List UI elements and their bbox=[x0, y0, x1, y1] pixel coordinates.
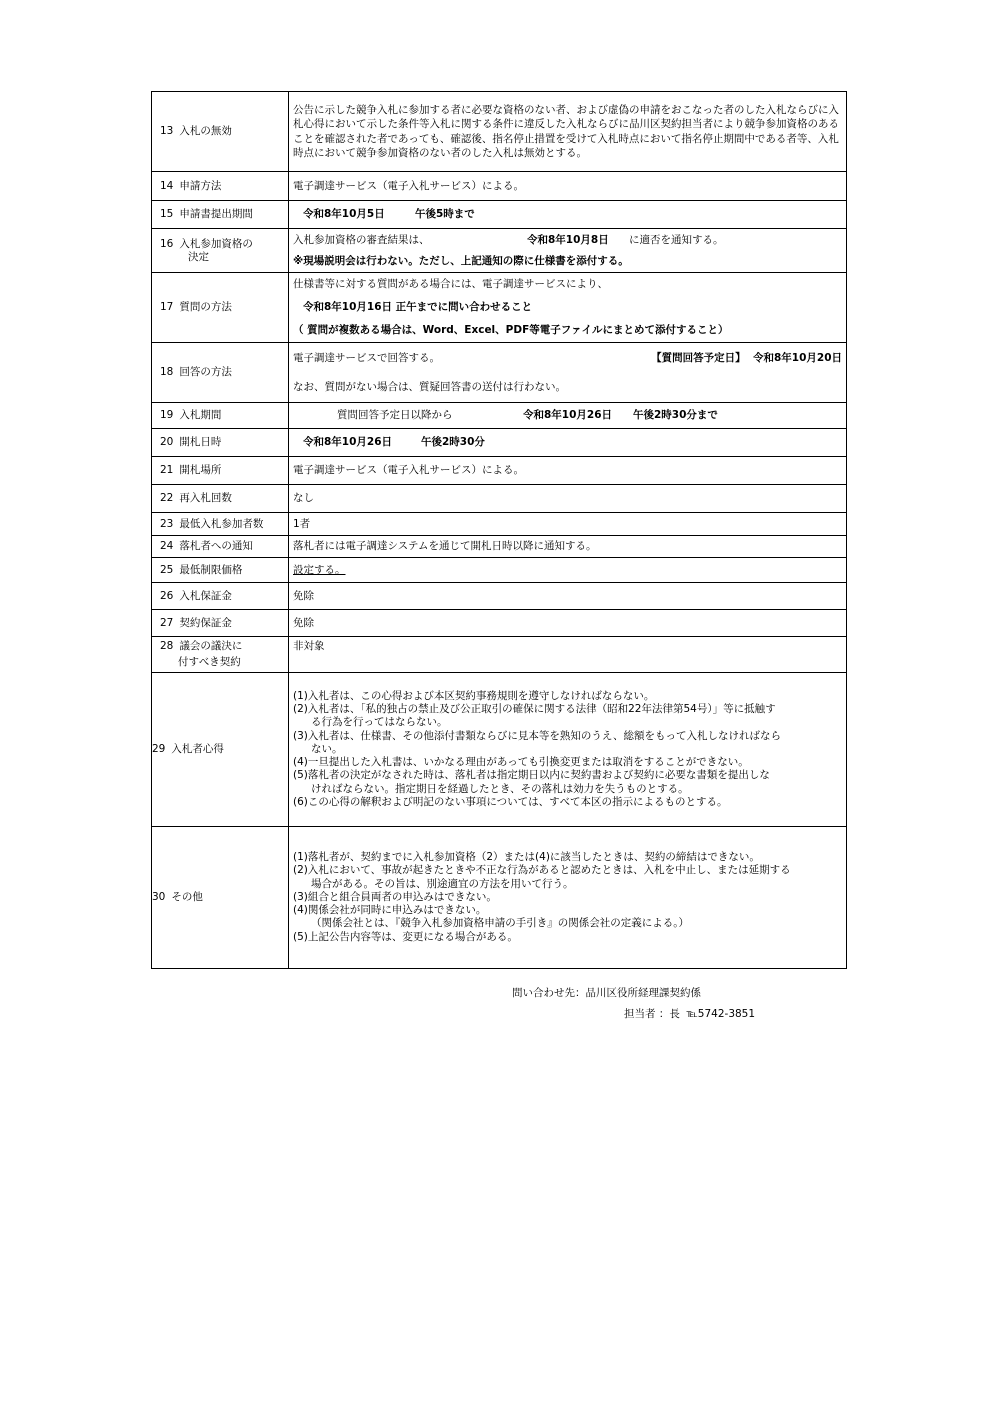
row-label bbox=[152, 673, 289, 827]
deadline-date: 令和8年10月5日 bbox=[303, 208, 385, 220]
list-item: （関係会社とは、『競争入札参加資格申請の手引き』の関係会社の定義による。） bbox=[311, 917, 689, 930]
row-value: 非対象 bbox=[289, 637, 847, 673]
row-value: なし bbox=[289, 485, 847, 513]
row-number: 26 bbox=[160, 589, 174, 602]
row-number: 24 bbox=[160, 540, 174, 552]
row-19 bbox=[152, 403, 847, 429]
bid-end-date: 令和8年10月26日 bbox=[523, 409, 613, 421]
person-name: 担当者 ：長 bbox=[624, 1008, 680, 1020]
text: に適否を通知する。 bbox=[629, 233, 724, 246]
list-item: (5)上記公告内容等は、変更になる場合がある。 bbox=[293, 930, 518, 943]
label-text: 入札の無効 bbox=[179, 125, 232, 137]
label-text: その他 bbox=[171, 891, 203, 903]
row-15 bbox=[152, 201, 847, 229]
row-label bbox=[152, 429, 289, 457]
contact-info: 問い合わせ先：品川区役所経理課契約係 bbox=[512, 987, 701, 999]
deadline-time: 午後5時まで bbox=[415, 208, 475, 220]
row-label bbox=[152, 273, 289, 343]
row-number: 23 bbox=[160, 517, 174, 530]
row-value bbox=[289, 229, 847, 273]
row-label bbox=[152, 485, 289, 513]
row-label bbox=[152, 229, 289, 273]
row-value: 免除 bbox=[289, 583, 847, 610]
text: 仕様書等に対する質問がある場合には、電子調達サービスにより、 bbox=[293, 278, 608, 290]
question-deadline: 令和8年10月16日 正午までに問い合わせること bbox=[303, 301, 533, 313]
row-number: 30 bbox=[152, 891, 166, 903]
row-label bbox=[152, 513, 289, 536]
row-24 bbox=[152, 536, 847, 558]
row-18 bbox=[152, 343, 847, 403]
label-text: 議会の議決に bbox=[179, 640, 243, 652]
row-label bbox=[152, 457, 289, 485]
list-item: ければならない。指定期日を経過したとき、その落札は効力を失うものとする。 bbox=[311, 782, 689, 795]
row-number: 16 bbox=[160, 237, 174, 250]
row-number: 25 bbox=[160, 563, 174, 576]
text: 質問回答予定日以降から bbox=[337, 409, 453, 421]
label-text: 最低入札参加者数 bbox=[179, 517, 264, 530]
row-17 bbox=[152, 273, 847, 343]
row-29 bbox=[152, 673, 847, 827]
decision-date: 令和8年10月8日 bbox=[527, 233, 609, 246]
row-21 bbox=[152, 457, 847, 485]
row-label bbox=[152, 536, 289, 558]
row-label bbox=[152, 403, 289, 429]
person-in-charge bbox=[624, 1006, 755, 1021]
label-text: 申請書提出期間 bbox=[179, 208, 253, 220]
row-number: 27 bbox=[160, 616, 174, 629]
row-number: 13 bbox=[160, 125, 174, 137]
label-text: 最低制限価格 bbox=[179, 563, 243, 576]
row-value: 電子調達サービス（電子入札サービス）による。 bbox=[289, 457, 847, 485]
list-item: ない。 bbox=[311, 742, 343, 755]
label-text-2: 決定 bbox=[188, 250, 209, 263]
row-label bbox=[152, 558, 289, 583]
row-23 bbox=[152, 513, 847, 536]
row-25 bbox=[152, 558, 847, 583]
min-price-text: 設定する。 bbox=[293, 563, 346, 576]
bid-conditions-table bbox=[151, 91, 847, 969]
schedule-label: 【質問回答予定日】 bbox=[651, 351, 746, 364]
list-item: (1)落札者が、契約までに入札参加資格（2）または(4)に該当したときは、契約の締結はできない。 bbox=[293, 851, 760, 864]
row-value: 免除 bbox=[289, 610, 847, 637]
list-item: (3)入札者は、仕様書、その他添付書類ならびに見本等を熟知のうえ、総額をもって入札しなければなら bbox=[293, 729, 782, 742]
text: 入札参加資格の審査結果は、 bbox=[293, 233, 430, 246]
row-20 bbox=[152, 429, 847, 457]
row-number: 21 bbox=[160, 464, 174, 476]
phone-number: ℡5742-3851 bbox=[686, 1008, 756, 1020]
row-value: 1者 bbox=[289, 513, 847, 536]
row-label bbox=[152, 583, 289, 610]
row-label bbox=[152, 827, 289, 969]
list-item: (2)入札者は、「私的独占の禁止及び公正取引の確保に関する法律（昭和22年法律第54号）」等に抵触す bbox=[293, 703, 776, 716]
row-22 bbox=[152, 485, 847, 513]
row-value bbox=[289, 827, 847, 969]
label-text: 開札日時 bbox=[179, 436, 222, 448]
row-number: 17 bbox=[160, 301, 174, 313]
list-item: (4)一旦提出した入札書は、いかなる理由があっても引換変更または取消をすることができない。 bbox=[293, 756, 749, 769]
list-item: (2)入札において、事故が起きたときや不正な行為があると認めたときは、入札を中止し、または延期する bbox=[293, 864, 791, 877]
row-13 bbox=[152, 92, 847, 172]
note-text: （ 質問が複数ある場合は、Word、Excel、PDF等電子ファイルにまとめて添付すること） bbox=[293, 324, 729, 336]
row-number: 22 bbox=[160, 492, 174, 504]
row-number: 28 bbox=[160, 640, 174, 652]
row-value: 公告に示した競争入札に参加する者に必要な資格のない者、および虚偽の申請をおこなった者のした入札ならびに入札心得において示した条件等入札に関する条件に違反した入札ならびに品川区契約担当者により競争参加資格のあることを確認された者であっても、確認後、指名停止措置を受けて入札時点において指名停止期間中である者等、入札時点において競争参加資格のない者のした入札は無効とする。 bbox=[289, 92, 847, 172]
list-item: (5)落札者の決定がなされた時は、落札者は指定期日以内に契約書および契約に必要な書類を提出しな bbox=[293, 769, 770, 782]
row-number: 14 bbox=[160, 179, 174, 192]
label-text: 入札期間 bbox=[179, 409, 222, 421]
list-item: 場合がある。その旨は、別途適宜の方法を用いて行う。 bbox=[311, 877, 574, 890]
row-value: 落札者には電子調達システムを通じて開札日時以降に通知する。 bbox=[289, 536, 847, 558]
row-number: 15 bbox=[160, 208, 174, 220]
opening-date: 令和8年10月26日 bbox=[303, 436, 393, 448]
label-text: 契約保証金 bbox=[179, 616, 232, 629]
row-label bbox=[152, 92, 289, 172]
text: なお、質問がない場合は、質疑回答書の送付は行わない。 bbox=[293, 380, 566, 393]
text: 電子調達サービスで回答する。 bbox=[293, 351, 440, 364]
row-value bbox=[289, 403, 847, 429]
label-text: 質問の方法 bbox=[179, 301, 232, 313]
row-30 bbox=[152, 827, 847, 969]
row-value bbox=[289, 343, 847, 403]
row-16 bbox=[152, 229, 847, 273]
row-value bbox=[289, 558, 847, 583]
label-text: 入札者心得 bbox=[171, 743, 224, 755]
row-value: 電子調達サービス（電子入札サービス）による。 bbox=[289, 172, 847, 201]
bid-end-time: 午後2時30分まで bbox=[633, 409, 718, 421]
row-label bbox=[152, 637, 289, 673]
list-item: (1)入札者は、この心得および本区契約事務規則を遵守しなければならない。 bbox=[293, 690, 655, 703]
row-number: 29 bbox=[152, 743, 166, 755]
row-number: 19 bbox=[160, 409, 174, 421]
row-label bbox=[152, 610, 289, 637]
label-text: 開札場所 bbox=[179, 464, 222, 476]
note-text: ※現場説明会は行わない。ただし、上記通知の際に仕様書を添付する。 bbox=[293, 254, 629, 267]
row-27 bbox=[152, 610, 847, 637]
row-label bbox=[152, 201, 289, 229]
row-value bbox=[289, 673, 847, 827]
label-text-2: 付すべき契約 bbox=[178, 656, 241, 668]
row-label bbox=[152, 343, 289, 403]
label-text: 申請方法 bbox=[179, 179, 222, 192]
list-item: (3)組合と組合員両者の申込みはできない。 bbox=[293, 890, 497, 903]
row-28 bbox=[152, 637, 847, 673]
label-text: 入札参加資格の bbox=[179, 237, 253, 250]
opening-time: 午後2時30分 bbox=[421, 436, 485, 448]
row-label bbox=[152, 172, 289, 201]
row-value bbox=[289, 273, 847, 343]
label-text: 入札保証金 bbox=[179, 589, 232, 602]
row-value bbox=[289, 201, 847, 229]
label-text: 回答の方法 bbox=[179, 366, 232, 378]
row-number: 20 bbox=[160, 436, 174, 448]
row-number: 18 bbox=[160, 366, 174, 378]
label-text: 落札者への通知 bbox=[179, 540, 253, 552]
row-14 bbox=[152, 172, 847, 201]
list-item: (4)関係会社が同時に申込みはできない。 bbox=[293, 904, 487, 917]
list-item: る行為を行ってはならない。 bbox=[311, 716, 448, 729]
row-value bbox=[289, 429, 847, 457]
schedule-date: 令和8年10月20日 bbox=[752, 351, 842, 364]
label-text: 再入札回数 bbox=[179, 492, 232, 504]
row-26 bbox=[152, 583, 847, 610]
list-item: (6)この心得の解釈および明記のない事項については、すべて本区の指示によるものとする。 bbox=[293, 795, 728, 808]
